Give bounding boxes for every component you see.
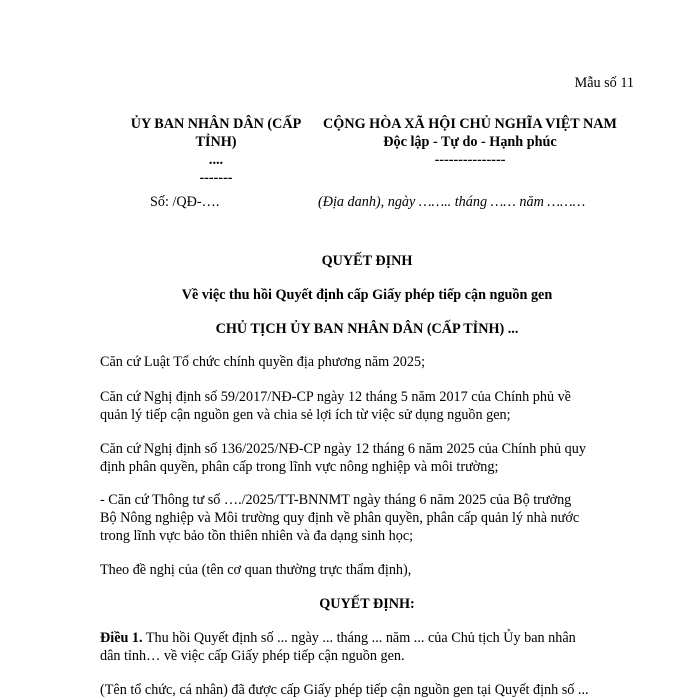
form-number: Mẫu số 11 xyxy=(574,75,634,91)
article-1-label: Điều 1. xyxy=(100,630,143,646)
legal-basis-3 xyxy=(100,440,632,476)
legal-basis-2 xyxy=(100,388,632,424)
authority-line-1: ỦY BAN NHÂN DÂN (CẤP xyxy=(130,116,302,132)
revocation-note: (Tên tổ chức, cá nhân) đã được cấp Giấy phép tiếp cận nguồn gen tại Quyết định số ... xyxy=(100,682,589,698)
authority-line-3: .... xyxy=(208,152,224,168)
national-divider: --------------- xyxy=(434,152,506,168)
proposal-line: Theo đề nghị của (tên cơ quan thường trực thẩm định), xyxy=(100,562,412,578)
decision-heading: QUYẾT ĐỊNH: xyxy=(319,596,415,612)
document-number: Số: /QĐ-…. xyxy=(150,194,220,210)
article-1-line-2: dân tỉnh… về việc cấp Giấy phép tiếp cận nguồn gen. xyxy=(100,648,405,664)
article-1-line-1 xyxy=(100,629,632,647)
legal-basis-3-line-1: Căn cứ Nghị định số 136/2025/NĐ-CP ngày 12 tháng 6 năm 2025 của Chính phủ quy xyxy=(100,441,586,457)
national-title: CỘNG HÒA XÃ HỘI CHỦ NGHĨA VIỆT NAM xyxy=(323,116,617,132)
authority-line-2: TỈNH) xyxy=(195,134,237,150)
legal-basis-3-line-2: định phân quyền, phân cấp trong lĩnh vực nông nghiệp và môi trường; xyxy=(100,459,499,475)
legal-basis-4-line-3: trong lĩnh vực bảo tồn thiên nhiên và đa dạng sinh học; xyxy=(100,528,414,544)
decision-subject: Về việc thu hồi Quyết định cấp Giấy phép tiếp cận nguồn gen xyxy=(181,287,553,303)
legal-basis-2-line-1: Căn cứ Nghị định số 59/2017/NĐ-CP ngày 12 tháng 5 năm 2017 của Chính phủ về xyxy=(100,389,571,405)
legal-basis-2-line-2: quản lý tiếp cận nguồn gen và chia sẻ lợi ích từ việc sử dụng nguồn gen; xyxy=(100,407,511,423)
legal-basis-4 xyxy=(100,491,632,545)
decision-title: QUYẾT ĐỊNH xyxy=(321,253,413,269)
legal-basis-1: Căn cứ Luật Tổ chức chính quyền địa phương năm 2025; xyxy=(100,354,426,370)
national-header xyxy=(300,115,640,169)
legal-basis-4-line-2: Bộ Nông nghiệp và Môi trường quy định về phân quyền, phân cấp quản lý nhà nước xyxy=(100,510,580,526)
article-1-text-a: Thu hồi Quyết định số ... ngày ... tháng ... năm ... của Chủ tịch Ủy ban nhân xyxy=(142,630,576,646)
authority-divider: ------- xyxy=(199,170,233,186)
place-date: (Địa danh), ngày …….. tháng …… năm ……… xyxy=(318,194,586,210)
decision-authority: CHỦ TỊCH ỦY BAN NHÂN DÂN (CẤP TỈNH) ... xyxy=(215,321,519,337)
legal-basis-4-line-1: - Căn cứ Thông tư số …./2025/TT-BNNMT ngày tháng 6 năm 2025 của Bộ trưởng xyxy=(100,492,572,508)
article-1 xyxy=(100,629,632,665)
national-motto: Độc lập - Tự do - Hạnh phúc xyxy=(383,134,557,150)
